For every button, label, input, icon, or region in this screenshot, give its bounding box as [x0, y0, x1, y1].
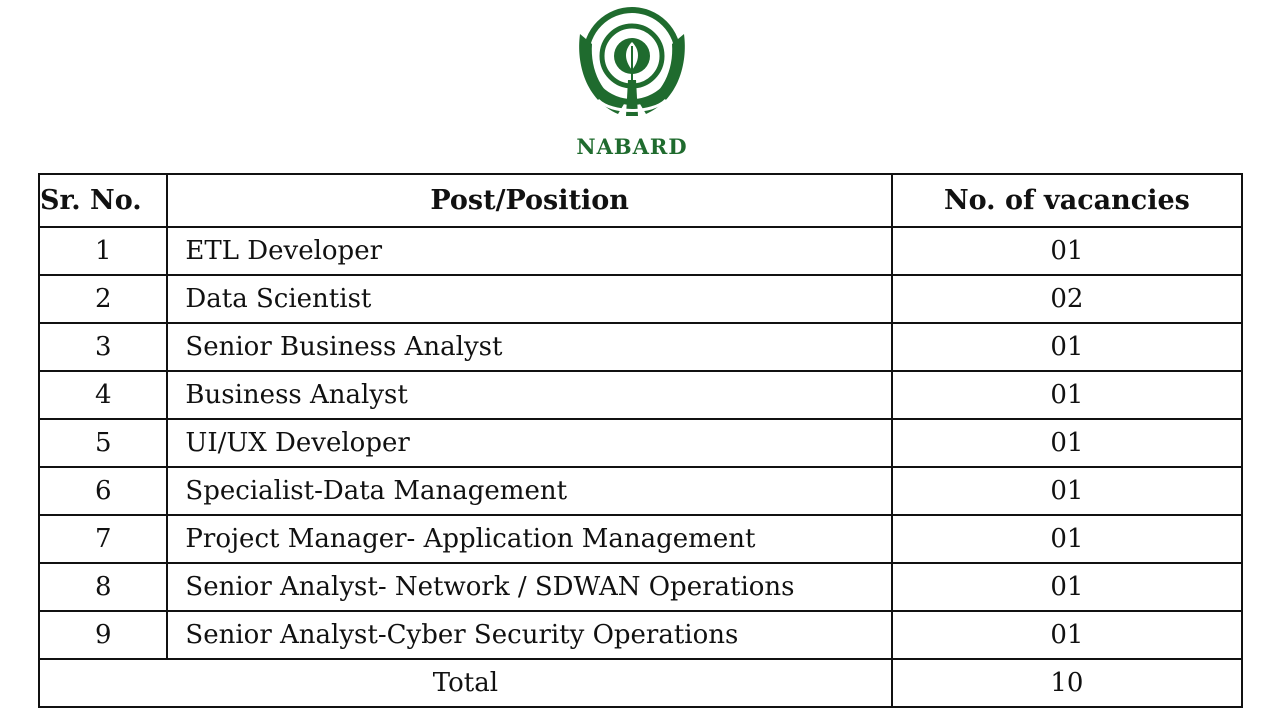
cell-sr-no: 3 — [39, 323, 167, 371]
table-row — [39, 275, 1242, 323]
cell-sr-no: 4 — [39, 371, 167, 419]
table-row — [39, 611, 1242, 659]
header-no-of-vacancies: No. of vacancies — [892, 174, 1242, 227]
cell-vacancies: 01 — [892, 563, 1242, 611]
cell-post: Business Analyst — [167, 371, 891, 419]
table-row — [39, 371, 1242, 419]
cell-post: UI/UX Developer — [167, 419, 891, 467]
table-total-row — [39, 659, 1242, 707]
cell-vacancies: 01 — [892, 515, 1242, 563]
cell-post: Specialist-Data Management — [167, 467, 891, 515]
cell-sr-no: 8 — [39, 563, 167, 611]
header-sr-no: Sr. No. — [39, 174, 167, 227]
cell-sr-no: 2 — [39, 275, 167, 323]
cell-vacancies: 01 — [892, 227, 1242, 275]
table-row — [39, 323, 1242, 371]
table-row — [39, 419, 1242, 467]
cell-post: Senior Analyst-Cyber Security Operations — [167, 611, 891, 659]
table-row — [39, 467, 1242, 515]
cell-vacancies: 01 — [892, 323, 1242, 371]
cell-vacancies: 01 — [892, 419, 1242, 467]
logo-text: NABARD — [576, 134, 688, 159]
table-row — [39, 227, 1242, 275]
nabard-hands-leaf-icon — [572, 4, 692, 132]
cell-post: Senior Analyst- Network / SDWAN Operations — [167, 563, 891, 611]
table-row — [39, 563, 1242, 611]
cell-sr-no: 7 — [39, 515, 167, 563]
nabard-logo — [560, 4, 704, 162]
cell-sr-no: 6 — [39, 467, 167, 515]
cell-post: ETL Developer — [167, 227, 891, 275]
table-header-row — [39, 174, 1242, 227]
cell-vacancies: 01 — [892, 467, 1242, 515]
cell-vacancies: 01 — [892, 371, 1242, 419]
cell-vacancies: 02 — [892, 275, 1242, 323]
cell-sr-no: 1 — [39, 227, 167, 275]
cell-post: Senior Business Analyst — [167, 323, 891, 371]
total-value: 10 — [892, 659, 1242, 707]
cell-post: Project Manager- Application Management — [167, 515, 891, 563]
total-label: Total — [39, 659, 892, 707]
cell-sr-no: 9 — [39, 611, 167, 659]
table-row — [39, 515, 1242, 563]
cell-vacancies: 01 — [892, 611, 1242, 659]
cell-sr-no: 5 — [39, 419, 167, 467]
header-post-position: Post/Position — [167, 174, 891, 227]
cell-post: Data Scientist — [167, 275, 891, 323]
vacancies-table — [38, 173, 1243, 708]
